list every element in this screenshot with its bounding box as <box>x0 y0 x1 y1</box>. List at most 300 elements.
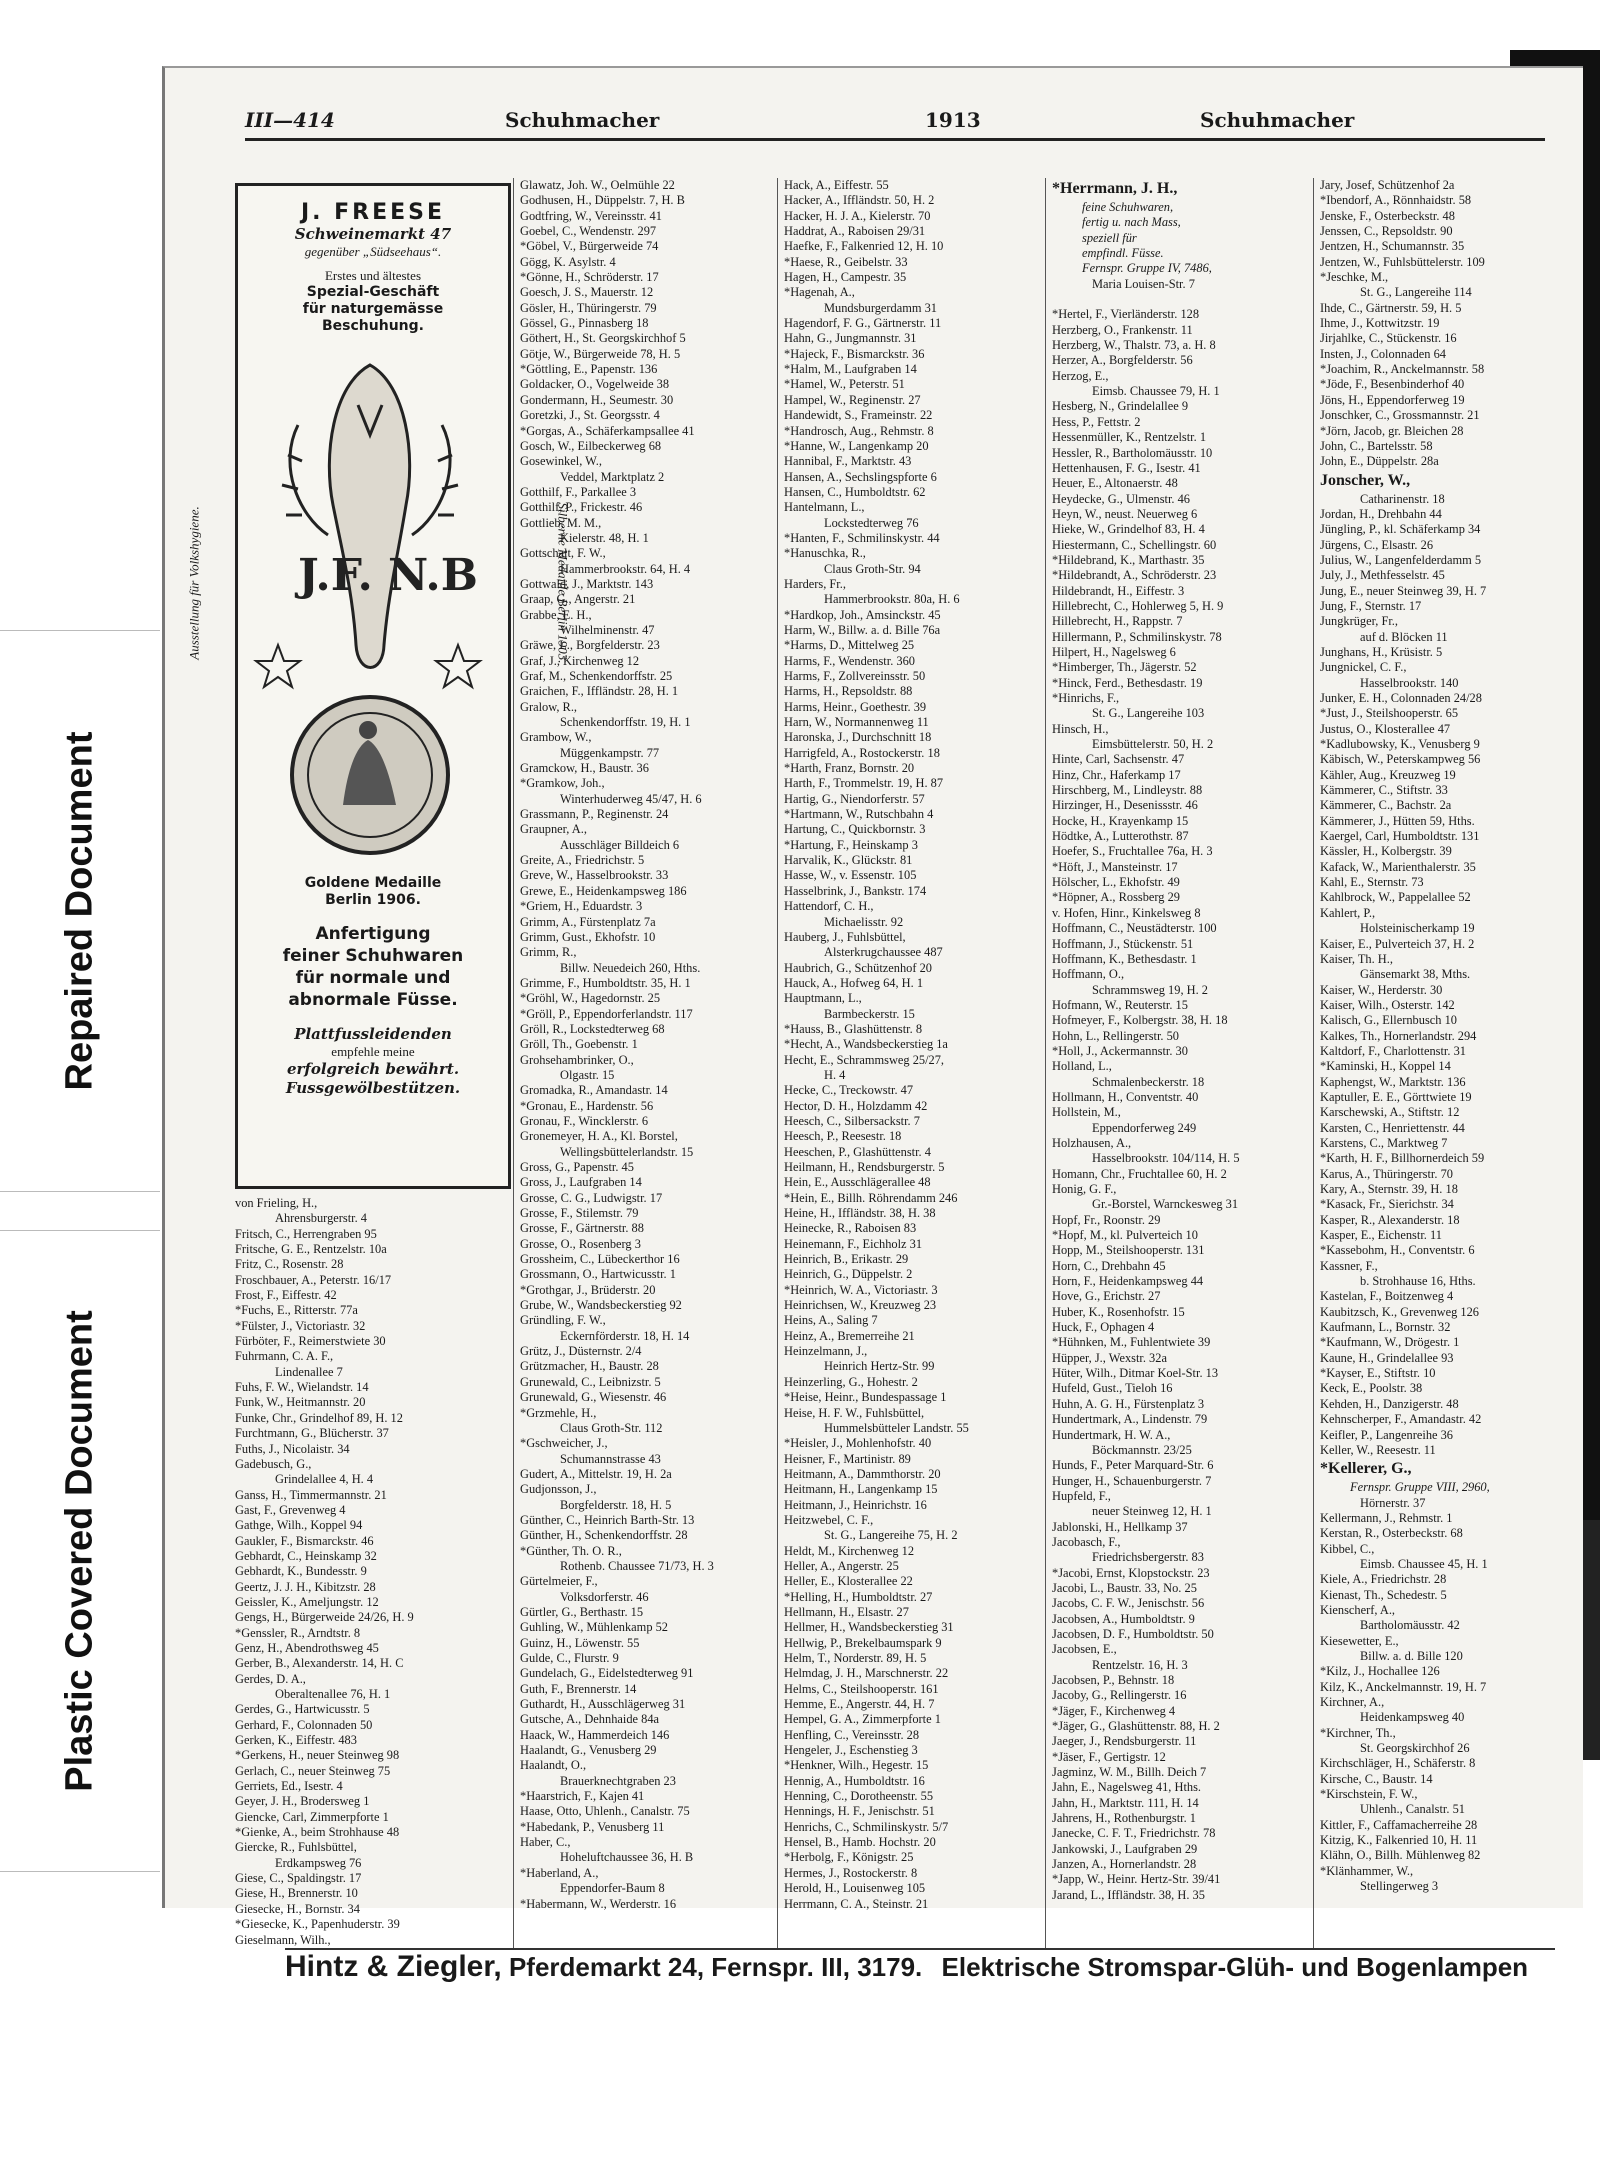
directory-entry: Horn, C., Drehbahn 45 <box>1052 1258 1166 1273</box>
directory-entry: *Hanuschka, R., <box>784 546 866 561</box>
directory-entry: Kittler, F., Caffamacherreihe 28 <box>1320 1817 1478 1832</box>
directory-entry: Hoefer, S., Fruchtallee 76a, H. 3 <box>1052 844 1213 859</box>
directory-entry: Veddel, Marktplatz 2 <box>560 469 665 484</box>
directory-entry: Gulde, C., Flurstr. 9 <box>520 1651 619 1665</box>
directory-entry: Hammerbrookstr. 80a, H. 6 <box>824 592 960 607</box>
directory-entry: Gerriets, Ed., Isestr. 4 <box>235 1779 343 1794</box>
directory-entry: Kaiser, Wilh., Osterstr. 142 <box>1320 997 1455 1012</box>
directory-entry: Herzberg, W., Thalstr. 73, a. H. 8 <box>1052 338 1216 353</box>
directory-entry: Hofmann, W., Reuterstr. 15 <box>1052 997 1188 1012</box>
directory-entry: Grosse, F., Gärtnerstr. 88 <box>520 1221 644 1236</box>
directory-entry: Justus, O., Klosterallee 47 <box>1320 721 1451 736</box>
directory-entry: Jacobsen, A., Humboldtstr. 9 <box>1052 1611 1195 1626</box>
directory-entry: Klähn, O., Billh. Mühlenweg 82 <box>1320 1848 1481 1863</box>
directory-entry: *Kellerer, G., <box>1320 1460 1412 1478</box>
directory-entry: Hörnerstr. 37 <box>1360 1495 1426 1510</box>
directory-entry: Haase, Otto, Uhlenh., Canalstr. 75 <box>520 1804 690 1819</box>
directory-entry: Guthardt, H., Ausschlägerweg 31 <box>520 1697 686 1712</box>
directory-entry: *Genssler, R., Arndtstr. 8 <box>235 1625 361 1640</box>
ad-title: J. FREESE <box>300 200 446 225</box>
directory-entry: Oberaltenallee 76, H. 1 <box>275 1687 391 1701</box>
directory-entry: *Japp, W., Heinr. Hertz-Str. 39/41 <box>1052 1872 1221 1887</box>
directory-entry: Käbisch, W., Peterskampweg 56 <box>1320 752 1481 767</box>
directory-entry: Julius, W., Langenfelderdamm 5 <box>1320 552 1482 567</box>
directory-entry: Gronau, F., Wincklerstr. 6 <box>520 1113 649 1128</box>
directory-entry: Gromadka, R., Amandastr. 14 <box>520 1083 668 1098</box>
directory-entry: Gröll, R., Lockstedterweg 68 <box>520 1021 665 1036</box>
directory-entry: neuer Steinweg 12, H. 1 <box>1092 1504 1212 1519</box>
directory-entry: Henning, C., Dorotheenstr. 55 <box>784 1789 934 1804</box>
directory-entry: Gröll, Th., Goebenstr. 1 <box>520 1037 638 1052</box>
directory-entry: Goldacker, O., Vogelweide 38 <box>520 377 670 392</box>
directory-entry: Jarand, L., Iffländstr. 38, H. 35 <box>1052 1887 1205 1902</box>
directory-entry: Grosse, O., Rosenberg 3 <box>520 1236 641 1251</box>
directory-entry: Huhn, A. G. H., Fürstenplatz 3 <box>1052 1396 1205 1411</box>
directory-entry: Hinsch, H., <box>1052 721 1109 736</box>
ad-medal-2: Berlin 1906. <box>325 892 421 908</box>
directory-entry: Heeschen, P., Glashüttenstr. 4 <box>784 1144 931 1159</box>
directory-entry: Homann, Chr., Fruchtallee 60, H. 2 <box>1052 1166 1227 1181</box>
directory-entry: Henrichs, C., Schmilinskystr. 5/7 <box>784 1819 949 1834</box>
directory-entry: Gr.-Borstel, Warnckesweg 31 <box>1092 1197 1239 1212</box>
directory-entry: Fürböter, F., Reimerstwiete 30 <box>235 1334 386 1349</box>
directory-entry: Hasselbrink, J., Bankstr. 174 <box>784 883 927 898</box>
directory-entry: Gerdes, G., Hartwicusstr. 5 <box>235 1702 370 1717</box>
directory-entry: Hein, E., Ausschlägerallee 48 <box>784 1175 931 1190</box>
directory-entry: Kehden, H., Danzigerstr. 48 <box>1320 1396 1459 1411</box>
directory-entry: Guth, F., Brennerstr. 14 <box>520 1681 637 1696</box>
directory-entry: v. Hofen, Hinr., Kinkelsweg 8 <box>1052 905 1201 920</box>
directory-entry: Kary, A., Sternstr. 39, H. 18 <box>1320 1182 1458 1196</box>
directory-entry: Keller, W., Reesestr. 11 <box>1320 1442 1436 1457</box>
directory-entry: Haefke, F., Falkenried 12, H. 10 <box>784 239 944 254</box>
directory-entry: *Höft, J., Mansteinstr. 17 <box>1052 859 1178 874</box>
directory-entry: *Herrmann, J. H., <box>1052 180 1178 197</box>
directory-entry: Hesberg, N., Grindelallee 9 <box>1052 399 1189 414</box>
column-2 <box>513 178 778 1948</box>
directory-entry: Jonschker, C., Grossmannstr. 21 <box>1320 408 1480 423</box>
directory-entry: Hummelsbütteler Landstr. 55 <box>824 1420 969 1435</box>
directory-entry: Hoffmann, O., <box>1052 967 1125 982</box>
directory-entry: Gross, J., Laufgraben 14 <box>520 1175 642 1190</box>
directory-entry: Wilhelminenstr. 47 <box>560 622 655 637</box>
directory-entry: Heinzelmann, J., <box>784 1344 868 1359</box>
directory-entry: Kitzig, K., Falkenried 10, H. 11 <box>1320 1833 1478 1848</box>
directory-entry: Kahlert, P., <box>1320 905 1376 920</box>
directory-entry: Hagen, H., Campestr. 35 <box>784 270 907 285</box>
directory-entry: Honig, G. F., <box>1052 1182 1117 1196</box>
directory-entry: Gadebusch, G., <box>235 1456 312 1471</box>
directory-entry: Hasselbrookstr. 104/114, H. 5 <box>1092 1151 1240 1166</box>
directory-entry: Kähler, Aug., Kreuzweg 19 <box>1320 767 1456 782</box>
directory-entry: *Helling, H., Humboldtstr. 27 <box>784 1589 933 1604</box>
directory-entry: Fuhs, F. W., Wielandstr. 14 <box>235 1380 369 1395</box>
directory-entry: Heilmann, H., Rendsburgerstr. 5 <box>784 1160 945 1174</box>
directory-entry: Keck, E., Poolstr. 38 <box>1320 1381 1423 1396</box>
directory-entry: *Hanne, W., Langenkamp 20 <box>784 438 929 453</box>
directory-entry: Kiesewetter, E., <box>1320 1633 1399 1648</box>
directory-entry: *Hühnken, M., Fuhlentwiete 39 <box>1052 1335 1211 1350</box>
directory-entry: Hoffmann, C., Neustädterstr. 100 <box>1052 921 1217 936</box>
directory-entry: St. G., Langereihe 75, H. 2 <box>824 1528 958 1543</box>
directory-entry: Karstens, C., Marktweg 7 <box>1320 1135 1448 1150</box>
directory-entry: *Kirchner, Th., <box>1320 1725 1396 1740</box>
directory-entry: Kaptuller, E. E., Görttwiete 19 <box>1320 1089 1472 1104</box>
directory-entry: Goretzki, J., St. Georgsstr. 4 <box>520 408 660 423</box>
directory-entry: Harms, H., Repsoldstr. 88 <box>784 684 913 699</box>
directory-entry: Hecke, C., Treckowstr. 47 <box>784 1083 914 1098</box>
directory-entry: Jordan, H., Drehbahn 44 <box>1320 506 1442 521</box>
directory-entry: *Heise, Heinr., Bundespassage 1 <box>784 1390 947 1405</box>
directory-entry: *Hinck, Ferd., Bethesdastr. 19 <box>1052 675 1203 690</box>
directory-entry: Heinemann, F., Eichholz 31 <box>784 1236 923 1251</box>
directory-entry: Giercke, R., Fuhlsbüttel, <box>235 1840 357 1855</box>
directory-entry: Hollmann, H., Conventstr. 40 <box>1052 1089 1199 1104</box>
footer-firm: Hintz & Ziegler, <box>285 1950 502 1983</box>
footer-address: Pferdemarkt 24, Fernspr. III, 3179. <box>508 1952 923 1982</box>
ad-specialty-1: Spezial-Geschäft <box>306 284 440 300</box>
directory-entry: Geissler, K., Ameljungstr. 12 <box>235 1594 379 1609</box>
directory-entry: *Haarstrich, F., Kajen 41 <box>520 1789 645 1804</box>
directory-entry: Grohsehambrinker, O., <box>520 1052 634 1067</box>
directory-entry: Hacker, A., Iffländstr. 50, H. 2 <box>784 193 935 208</box>
directory-entry: Maria Louisen-Str. 7 <box>1092 276 1195 291</box>
directory-entry: Gerlach, C., neuer Steinweg 75 <box>235 1763 391 1778</box>
directory-entry: Hödtke, A., Lutterothstr. 87 <box>1052 829 1189 844</box>
directory-entry: Kienast, Th., Schedestr. 5 <box>1320 1587 1447 1602</box>
directory-entry: Jagminz, W. M., Billh. Deich 7 <box>1052 1765 1207 1780</box>
directory-entry: Hartung, C., Quickbornstr. 3 <box>784 822 926 837</box>
directory-entry: Grassmann, P., Reginenstr. 24 <box>520 807 669 822</box>
directory-entry: Gudert, A., Mittelstr. 19, H. 2a <box>520 1466 672 1481</box>
directory-entry: Grube, W., Wandsbeckerstieg 92 <box>520 1298 682 1313</box>
directory-entry: Fernspr. Gruppe IV, 7486, <box>1082 261 1212 276</box>
directory-entry: *Heisler, J., Mohlenhofstr. 40 <box>784 1436 932 1451</box>
directory-entry: *Göttling, E., Papenstr. 136 <box>520 362 658 377</box>
directory-entry: *Kayser, E., Stiftstr. 10 <box>1320 1366 1436 1381</box>
directory-entry: H. 4 <box>824 1067 846 1082</box>
directory-entry: Godhusen, H., Düppelstr. 7, H. B <box>520 193 685 208</box>
directory-entry: *Hein, E., Billh. Röhrendamm 246 <box>784 1190 958 1205</box>
directory-entry: Goesch, J. S., Mauerstr. 12 <box>520 285 654 300</box>
directory-page <box>162 66 1583 1983</box>
directory-entry: *Günther, Th. O. R., <box>520 1543 622 1558</box>
ad-offer-4: abnormale Füsse. <box>288 990 458 1010</box>
directory-entry: Grützmacher, H., Baustr. 28 <box>520 1359 659 1374</box>
directory-entry: Haack, W., Hammerdeich 146 <box>520 1727 670 1742</box>
directory-entry: *Himberger, Th., Jägerstr. 52 <box>1052 660 1197 675</box>
directory-entry: *Grothgar, J., Brüderstr. 20 <box>520 1282 656 1297</box>
column-5 <box>1313 178 1582 1948</box>
ad-location: gegenüber „Südseehaus“. <box>304 244 442 259</box>
directory-entry: Heller, A., Angerstr. 25 <box>784 1558 899 1573</box>
directory-entry: Hennig, A., Humboldtstr. 16 <box>784 1773 925 1788</box>
directory-entry: Kämmerer, C., Stiftstr. 33 <box>1320 783 1448 798</box>
directory-entry: Ahrensburgerstr. 4 <box>275 1211 367 1226</box>
directory-entry: *Hopf, M., kl. Pulverteich 10 <box>1052 1228 1198 1243</box>
directory-entry: von Frieling, H., <box>235 1196 318 1210</box>
directory-entry: Holsteinischerkamp 19 <box>1360 921 1475 936</box>
directory-entry: Hansen, A., Sechslingspforte 6 <box>784 469 937 484</box>
directory-entry: Keifler, P., Langenreihe 36 <box>1320 1427 1453 1442</box>
directory-entry: Hellwig, P., Brekelbaumspark 9 <box>784 1635 942 1650</box>
directory-entry: Jacobs, C. F. W., Jenischstr. 56 <box>1052 1596 1205 1611</box>
directory-entry: Guinz, H., Löwenstr. 55 <box>520 1635 640 1650</box>
directory-entry: Heesch, P., Reesestr. 18 <box>784 1129 902 1144</box>
directory-entry: *Hardkop, Joh., Amsinckstr. 45 <box>784 607 941 622</box>
column-1 <box>235 1196 505 1946</box>
directory-entry: *Kaminski, H., Koppel 14 <box>1320 1059 1451 1074</box>
directory-entry: Gössel, G., Pinnasberg 18 <box>520 316 649 331</box>
directory-entry: Jentzen, H., Schumannstr. 35 <box>1320 239 1465 254</box>
directory-entry: Karus, A., Thüringerstr. 70 <box>1320 1166 1453 1181</box>
directory-entry: *Hauss, B., Glashüttenstr. 8 <box>784 1021 923 1036</box>
directory-entry: Hoffmann, J., Stückenstr. 51 <box>1052 936 1194 951</box>
directory-entry: *Just, J., Steilshooperstr. 65 <box>1320 706 1459 721</box>
directory-entry: Hector, D. H., Holzdamm 42 <box>784 1098 928 1113</box>
directory-entry: Frost, F., Eiffestr. 42 <box>235 1288 337 1303</box>
directory-entry: Graichen, F., Iffländstr. 28, H. 1 <box>520 684 679 699</box>
directory-entry: Heitzwebel, C. F., <box>784 1512 874 1527</box>
directory-entry: b. Strohhause 16, Hths. <box>1360 1274 1476 1289</box>
directory-entry: Heise, H. F. W., Fuhlsbüttel, <box>784 1405 925 1420</box>
directory-entry: *Gerkens, H., neuer Steinweg 98 <box>235 1748 400 1763</box>
directory-entry: Jüngling, P., kl. Schäferkamp 34 <box>1320 522 1481 537</box>
directory-entry: Hellmann, H., Elsastr. 27 <box>784 1604 909 1619</box>
directory-entry: Gürtelmeier, F., <box>520 1574 598 1589</box>
directory-entry: *Herbolg, F., Königstr. 25 <box>784 1850 914 1865</box>
ad-address: Schweinemarkt 47 <box>294 225 452 243</box>
directory-entry: Hocke, H., Krayenkamp 15 <box>1052 813 1189 828</box>
directory-entry: July, J., Methfesselstr. 45 <box>1320 568 1445 583</box>
directory-entry: Eimsb. Chaussee 45, H. 1 <box>1360 1556 1488 1571</box>
directory-entry: Eckernförderstr. 18, H. 14 <box>560 1328 690 1343</box>
directory-entry: John, C., Bartelsstr. 58 <box>1320 438 1433 453</box>
directory-entry: Gaukler, F., Bismarckstr. 46 <box>235 1533 374 1548</box>
directory-entry: Jaeger, J., Rendsburgerstr. 11 <box>1052 1734 1197 1749</box>
directory-entry: Helmdag, J. H., Marschnerstr. 22 <box>784 1666 949 1681</box>
directory-entry: Huck, F., Ophagen 4 <box>1052 1320 1155 1335</box>
directory-entry: Harm, W., Billw. a. d. Bille 76a <box>784 622 941 637</box>
directory-entry: Gögg, K. Asylstr. 4 <box>520 254 616 269</box>
directory-entry: Hopp, M., Steilshooperstr. 131 <box>1052 1243 1205 1258</box>
header-year: 1913 <box>925 108 981 132</box>
directory-entry: Rentzelstr. 16, H. 3 <box>1092 1657 1188 1672</box>
directory-entry: Ihde, C., Gärtnerstr. 59, H. 5 <box>1320 300 1462 315</box>
directory-entry: Grimm, A., Fürstenplatz 7a <box>520 914 656 929</box>
directory-entry: Gottschalt, F. W., <box>520 546 606 561</box>
directory-entry: Genz, H., Abendrothsweg 45 <box>235 1640 379 1655</box>
directory-entry: speziell für <box>1082 230 1137 245</box>
directory-entry: *Klänhammer, W., <box>1320 1863 1414 1878</box>
directory-entry: Heisner, F., Martinistr. 89 <box>784 1451 911 1466</box>
directory-entry: Jungnickel, C. F., <box>1320 660 1407 675</box>
directory-entry: Jacobi, L., Baustr. 33, No. 25 <box>1052 1580 1197 1595</box>
directory-entry: Eppendorferweg 249 <box>1092 1120 1197 1135</box>
directory-entry: Kahlbrock, W., Pappelallee 52 <box>1320 890 1471 905</box>
directory-entry: Heydecke, G., Ulmenstr. 46 <box>1052 491 1190 506</box>
directory-entry: Jahn, E., Nagelsweg 41, Hths. <box>1052 1780 1202 1795</box>
directory-entry: Hundertmark, H. W. A., <box>1052 1427 1171 1442</box>
directory-entry: Heinrich, B., Erikastr. 29 <box>784 1252 909 1267</box>
directory-entry: *Gronau, E., Hardenstr. 56 <box>520 1098 654 1113</box>
directory-entry: Hermes, J., Rostockerstr. 8 <box>784 1865 918 1880</box>
directory-entry: Claus Groth-Str. 94 <box>824 561 921 576</box>
directory-entry: auf d. Blöcken 11 <box>1360 629 1448 644</box>
directory-entry: Horn, F., Heidenkampsweg 44 <box>1052 1274 1204 1289</box>
directory-entry: *Hinrichs, F., <box>1052 691 1120 705</box>
directory-entry: Funk, W., Heitmannstr. 20 <box>235 1395 366 1410</box>
directory-entry: Hattendorf, C. H., <box>784 899 874 914</box>
directory-entry: Jürgens, C., Elsastr. 26 <box>1320 537 1434 552</box>
directory-entry: Hoheluftchaussee 36, H. B <box>560 1850 694 1865</box>
directory-entry: Herrmann, C. A., Steinstr. 21 <box>784 1896 929 1911</box>
directory-entry: Jacobsen, P., Behnstr. 18 <box>1052 1673 1175 1687</box>
directory-entry: Grambow, W., <box>520 730 592 745</box>
directory-entry: *Jäger, F., Kirchenweg 4 <box>1052 1703 1176 1718</box>
ad-offer-3: für normale und <box>295 968 451 988</box>
directory-entry: *Kadlubowsky, K., Venusberg 9 <box>1320 737 1480 752</box>
directory-entry: *Hajeck, F., Bismarckstr. 36 <box>784 346 925 361</box>
directory-entry: *Kasack, Fr., Sierichstr. 34 <box>1320 1197 1454 1212</box>
directory-entry: Hessenmüller, K., Rentzelstr. 1 <box>1052 430 1207 445</box>
directory-entry: Grimm, Gust., Ekhofstr. 10 <box>520 929 656 944</box>
directory-entry: Kiele, A., Friedrichstr. 28 <box>1320 1572 1447 1587</box>
directory-entry: Jacoby, G., Rellingerstr. 16 <box>1052 1688 1187 1703</box>
directory-entry: Hemme, E., Angerstr. 44, H. 7 <box>784 1697 935 1712</box>
directory-entry: Hillebrecht, H., Rappstr. 7 <box>1052 614 1183 629</box>
directory-entry: Hoffmann, K., Bethesdastr. 1 <box>1052 951 1197 966</box>
directory-entry: Harrigfeld, A., Rostockerstr. 18 <box>784 745 940 760</box>
directory-entry: Stellingerweg 3 <box>1360 1879 1439 1894</box>
directory-entry: Kässler, H., Kolbergstr. 39 <box>1320 844 1452 859</box>
directory-entry: Eimsb. Chaussee 79, H. 1 <box>1092 384 1220 399</box>
directory-entry: Grindelallee 4, H. 4 <box>275 1472 374 1487</box>
ad-claim-3: erfolgreich bewährt. <box>286 1060 460 1078</box>
directory-entry: *Gschweicher, J., <box>520 1436 608 1451</box>
directory-entry: *Jäser, F., Gertigstr. 12 <box>1052 1749 1166 1764</box>
ad-monogram-right: N.B <box>388 550 478 601</box>
column-4 <box>1045 178 1314 1948</box>
directory-entry: Fuths, J., Nicolaistr. 34 <box>235 1441 350 1456</box>
directory-entry: Alsterkrugchaussee 487 <box>824 945 943 960</box>
directory-entry: Haber, C., <box>520 1835 571 1850</box>
directory-entry: Grunewald, C., Leibnizstr. 5 <box>520 1374 661 1389</box>
directory-entry: *Griem, H., Eduardstr. 3 <box>520 899 643 914</box>
directory-entry: *Kassebohm, H., Conventstr. 6 <box>1320 1243 1475 1258</box>
directory-entry: Ausschläger Billdeich 6 <box>560 837 680 852</box>
ad-vertical-left: Ausstellung für Volkshygiene. <box>186 506 202 660</box>
side-label-plastic-text: Plastic Covered Document <box>58 1310 101 1792</box>
directory-entry: Kämmerer, J., Hütten 59, Hths. <box>1320 813 1475 828</box>
directory-entry: Jenssen, C., Repsoldstr. 90 <box>1320 224 1453 239</box>
directory-entry: Erdkampsweg 76 <box>275 1855 362 1870</box>
directory-entry: Hillermann, P., Schmilinskystr. 78 <box>1052 629 1222 644</box>
directory-entry: Hempel, G. A., Zimmerpforte 1 <box>784 1712 941 1727</box>
directory-entry: Holland, L., <box>1052 1059 1112 1074</box>
directory-entry: Holzhausen, A., <box>1052 1135 1132 1150</box>
directory-entry: empfindl. Füsse. <box>1082 246 1164 261</box>
directory-entry: *Halm, M., Laufgraben 14 <box>784 362 917 377</box>
directory-entry: Junghans, H., Krüsistr. 5 <box>1320 644 1443 659</box>
directory-entry: Henfling, C., Vereinsstr. 28 <box>784 1727 920 1742</box>
directory-entry: Gosch, W., Eilbeckerweg 68 <box>520 438 662 453</box>
directory-entry: Gathge, Wilh., Koppel 94 <box>235 1518 363 1533</box>
directory-entry: Heitmann, H., Langenkamp 15 <box>784 1482 938 1497</box>
directory-entry: Heitmann, J., Heinrichstr. 16 <box>784 1497 927 1512</box>
directory-entry: Kafack, W., Marienthalerstr. 35 <box>1320 859 1476 874</box>
directory-entry: Hüpper, J., Wexstr. 32a <box>1052 1350 1167 1365</box>
directory-entry: *Hecht, A., Wandsbeckerstieg 1a <box>784 1037 948 1052</box>
directory-entry: Gösler, H., Thüringerstr. 79 <box>520 300 657 315</box>
directory-entry: Hensel, B., Hamb. Hochstr. 20 <box>784 1835 936 1850</box>
directory-entry: Heitmann, A., Dammthorstr. 20 <box>784 1466 941 1481</box>
directory-entry: Harvalik, K., Glückstr. 81 <box>784 853 913 868</box>
directory-entry: *Hertel, F., Vierländerstr. 128 <box>1052 307 1200 322</box>
directory-entry: Hasse, W., v. Essenstr. 105 <box>784 868 917 883</box>
directory-entry: *Karth, H. F., Billhornerdeich 59 <box>1320 1151 1485 1166</box>
directory-entry: Jonscher, W., <box>1320 471 1411 489</box>
header-trade-left: Schuhmacher <box>505 108 660 132</box>
directory-entry: Hecht, E., Schrammsweg 25/27, <box>784 1052 945 1067</box>
directory-entry: Fuhrmann, C. A. F., <box>235 1349 334 1364</box>
directory-entry: Lindenallee 7 <box>275 1364 343 1379</box>
directory-entry: *Gröll, P., Eppendorferlandstr. 117 <box>520 1006 693 1021</box>
directory-entry: Gramckow, H., Baustr. 36 <box>520 761 649 776</box>
directory-entry: *Kirschstein, F. W., <box>1320 1787 1418 1802</box>
directory-entry: Hartig, G., Niendorferstr. 57 <box>784 791 925 806</box>
directory-entry: Hacker, H. J. A., Kielerstr. 70 <box>784 208 931 223</box>
directory-entry: Kirsche, C., Baustr. 14 <box>1320 1771 1433 1786</box>
directory-entry: Hillebrecht, C., Hohlerweg 5, H. 9 <box>1052 598 1224 613</box>
directory-entry: Gerken, K., Eiffestr. 483 <box>235 1733 357 1748</box>
directory-entry: Volksdorferstr. 46 <box>560 1589 649 1604</box>
directory-entry: Grimme, F., Humboldtstr. 35, H. 1 <box>520 975 691 990</box>
header-trade-right: Schuhmacher <box>1200 108 1355 132</box>
directory-entry: Schrammsweg 19, H. 2 <box>1092 982 1208 997</box>
directory-entry: Fritz, C., Rosenstr. 28 <box>235 1257 344 1272</box>
directory-entry: Kaltdorf, F., Charlottenstr. 31 <box>1320 1043 1466 1058</box>
directory-entry: Schumannstrasse 43 <box>560 1451 661 1466</box>
directory-entry: Graupner, A., <box>520 822 587 837</box>
directory-entry: Jankowski, J., Laufgraben 29 <box>1052 1841 1198 1856</box>
directory-entry: Insten, J., Colonnaden 64 <box>1320 346 1446 361</box>
directory-entry: Hauptmann, L., <box>784 991 862 1006</box>
directory-entry: *Henkner, Wilh., Hegestr. 15 <box>784 1758 929 1773</box>
directory-entry: *Hamel, W., Peterstr. 51 <box>784 377 905 392</box>
directory-entry: Ihme, J., Kottwitzstr. 19 <box>1320 316 1440 331</box>
directory-entry: feine Schuhwaren, <box>1082 200 1174 214</box>
directory-entry: Heyn, W., neust. Neuerweg 6 <box>1052 506 1198 521</box>
directory-entry: Hessler, R., Bartholomäusstr. 10 <box>1052 445 1213 460</box>
directory-entry: Gottwald, J., Marktstr. 143 <box>520 576 654 591</box>
directory-entry: Harth, F., Trommelstr. 19, H. 87 <box>784 776 944 791</box>
directory-entry: Hasselbrookstr. 140 <box>1360 675 1459 690</box>
directory-entry: Gross, G., Papenstr. 45 <box>520 1160 634 1174</box>
directory-entry: Gebhardt, K., Bundesstr. 9 <box>235 1564 367 1579</box>
directory-entry: Herzberg, O., Frankenstr. 11 <box>1052 322 1193 337</box>
ad-claim-4: Fussgewölbestützen. <box>285 1079 461 1097</box>
directory-entry: Janecke, C. F. T., Friedrichstr. 78 <box>1052 1826 1216 1841</box>
directory-entry: Gänsemarkt 38, Mths. <box>1360 967 1471 982</box>
directory-entry: Kastelan, F., Boitzenweg 4 <box>1320 1289 1454 1304</box>
directory-entry: Hölscher, L., Ekhofstr. 49 <box>1052 875 1180 890</box>
directory-entry: Fritsche, G. E., Rentzelstr. 10a <box>235 1242 387 1257</box>
directory-entry: Funke, Chr., Grindelhof 89, H. 12 <box>235 1410 403 1425</box>
directory-entry: Gronemeyer, H. A., Kl. Borstel, <box>520 1129 678 1144</box>
directory-entry: Gutsche, A., Dehnhaide 84a <box>520 1712 660 1727</box>
directory-entry: Grossheim, C., Lübeckerthor 16 <box>520 1252 680 1267</box>
